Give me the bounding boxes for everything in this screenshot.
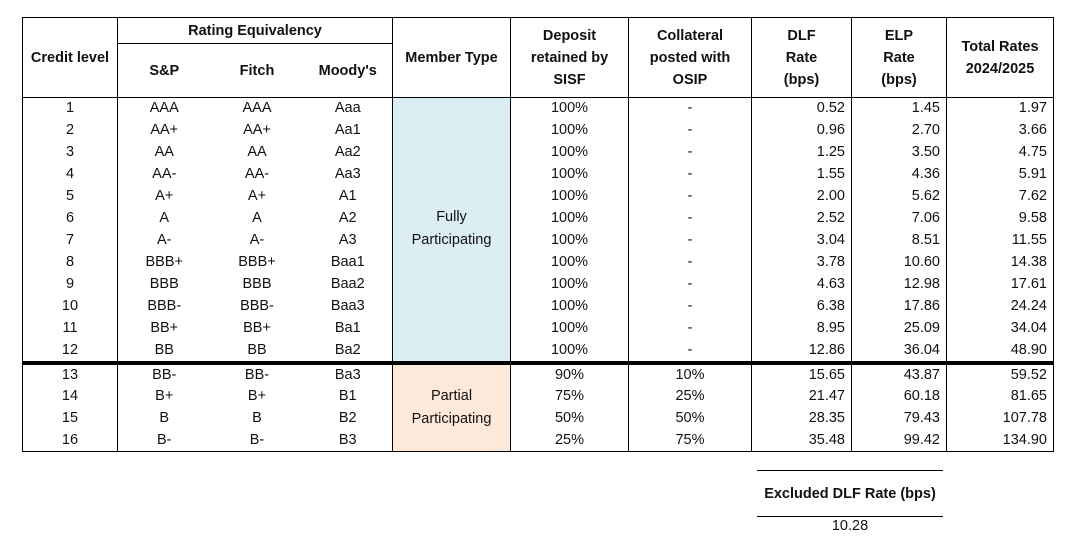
cell-total: 24.24 <box>947 296 1054 318</box>
cell-collateral: 75% <box>629 430 752 452</box>
cell-moodys: Aa2 <box>334 144 361 160</box>
table-row <box>23 363 1054 386</box>
cell-dlf: 12.86 <box>752 340 852 363</box>
cell-dlf: 2.52 <box>752 208 852 230</box>
cell-credit-level: 9 <box>23 274 118 296</box>
cell-total: 3.66 <box>947 120 1054 142</box>
cell-collateral: - <box>629 98 752 120</box>
cell-collateral: - <box>629 142 752 164</box>
cell-moodys: A1 <box>338 188 357 204</box>
cell-fitch: B <box>252 410 262 426</box>
member-type-fully-label: Fully Participating <box>411 209 492 249</box>
cell-collateral: - <box>629 274 752 296</box>
cell-credit-level: 1 <box>23 98 118 120</box>
cell-fitch: AAA <box>242 100 272 117</box>
cell-sp: AA <box>154 144 174 160</box>
header-elp-rate: ELP Rate (bps) <box>852 18 947 98</box>
cell-fitch: AA <box>247 144 267 160</box>
table-row <box>23 274 1054 296</box>
cell-credit-level: 7 <box>23 230 118 252</box>
cell-sp: A- <box>157 232 172 248</box>
cell-elp: 5.62 <box>852 186 947 208</box>
cell-credit-level: 10 <box>23 296 118 318</box>
cell-fitch: BBB+ <box>238 254 276 270</box>
cell-deposit: 75% <box>511 386 629 408</box>
cell-total: 17.61 <box>947 274 1054 296</box>
table-body <box>23 98 1054 452</box>
cell-elp: 25.09 <box>852 318 947 340</box>
cell-dlf: 1.25 <box>752 142 852 164</box>
cell-dlf: 6.38 <box>752 296 852 318</box>
cell-fitch: BBB- <box>240 298 274 314</box>
table-row <box>23 430 1054 452</box>
cell-sp: BB- <box>118 363 211 386</box>
cell-credit-level: 15 <box>23 408 118 430</box>
header-total-rates: Total Rates 2024/2025 <box>947 18 1054 98</box>
cell-collateral: - <box>629 186 752 208</box>
cell-moodys: Ba3 <box>304 363 393 386</box>
cell-credit-level: 8 <box>23 252 118 274</box>
cell-total: 7.62 <box>947 186 1054 208</box>
header-member-type: Member Type <box>393 18 511 98</box>
table-row <box>23 186 1054 208</box>
cell-collateral: - <box>629 296 752 318</box>
cell-collateral: 25% <box>629 386 752 408</box>
member-type-fully <box>393 98 511 363</box>
cell-sp: A+ <box>155 188 174 204</box>
cell-dlf: 21.47 <box>752 386 852 408</box>
table-row <box>23 142 1054 164</box>
header-deposit: Deposit retained by SISF <box>511 18 629 98</box>
header-sp: S&P <box>118 44 211 98</box>
cell-credit-level: 3 <box>23 142 118 164</box>
cell-sp: B- <box>157 431 172 448</box>
cell-total: 134.90 <box>947 430 1054 452</box>
cell-dlf: 4.63 <box>752 274 852 296</box>
cell-fitch: BB <box>247 341 267 358</box>
cell-deposit: 100% <box>511 230 629 252</box>
cell-moodys: Baa2 <box>330 276 365 292</box>
cell-collateral: - <box>629 164 752 186</box>
cell-credit-level: 4 <box>23 164 118 186</box>
cell-dlf: 28.35 <box>752 408 852 430</box>
cell-moodys: A2 <box>338 210 357 226</box>
table-row <box>23 408 1054 430</box>
cell-deposit: 25% <box>511 430 629 452</box>
header-collateral: Collateral posted with OSIP <box>629 18 752 98</box>
cell-deposit: 100% <box>511 120 629 142</box>
cell-collateral: 10% <box>629 363 752 386</box>
excluded-dlf-value: 10.28 <box>831 518 869 534</box>
cell-credit-level: 13 <box>23 363 118 386</box>
cell-elp: 36.04 <box>852 340 947 363</box>
cell-deposit: 90% <box>511 363 629 386</box>
cell-elp: 99.42 <box>852 430 947 452</box>
header-fitch: Fitch <box>211 44 304 98</box>
cell-dlf: 8.95 <box>752 318 852 340</box>
cell-dlf: 1.55 <box>752 164 852 186</box>
cell-elp: 10.60 <box>852 252 947 274</box>
cell-dlf: 0.52 <box>752 98 852 120</box>
member-type-partial <box>393 363 511 452</box>
cell-moodys: Aa3 <box>334 166 361 182</box>
cell-fitch: BB- <box>211 363 304 386</box>
cell-deposit: 100% <box>511 340 629 363</box>
cell-collateral: 50% <box>629 408 752 430</box>
table-row <box>23 98 1054 120</box>
cell-elp: 17.86 <box>852 296 947 318</box>
cell-deposit: 100% <box>511 318 629 340</box>
cell-fitch: A+ <box>247 188 267 204</box>
cell-dlf: 0.96 <box>752 120 852 142</box>
cell-deposit: 100% <box>511 296 629 318</box>
cell-elp: 2.70 <box>852 120 947 142</box>
table-row <box>23 318 1054 340</box>
header-rating-equivalency: Rating Equivalency <box>118 18 393 44</box>
cell-moodys: B1 <box>338 388 357 404</box>
cell-collateral: - <box>629 120 752 142</box>
cell-dlf: 2.00 <box>752 186 852 208</box>
cell-elp: 43.87 <box>852 363 947 386</box>
cell-elp: 3.50 <box>852 142 947 164</box>
cell-total: 81.65 <box>947 386 1054 408</box>
cell-elp: 79.43 <box>852 408 947 430</box>
cell-deposit: 50% <box>511 408 629 430</box>
cell-total: 5.91 <box>947 164 1054 186</box>
cell-credit-level: 6 <box>23 208 118 230</box>
table-row <box>23 164 1054 186</box>
cell-sp: B <box>159 410 170 426</box>
cell-moodys: Baa1 <box>330 254 365 270</box>
cell-fitch: A <box>252 210 262 226</box>
cell-moodys: Aaa <box>334 100 361 117</box>
cell-sp: BB+ <box>150 320 179 336</box>
table-row <box>23 340 1054 363</box>
cell-sp: AA+ <box>150 122 179 138</box>
cell-fitch: AA- <box>244 166 270 182</box>
cell-dlf: 35.48 <box>752 430 852 452</box>
cell-credit-level: 2 <box>23 120 118 142</box>
cell-fitch: B- <box>249 431 265 448</box>
cell-moodys: Aa1 <box>334 122 361 138</box>
cell-elp: 7.06 <box>852 208 947 230</box>
cell-sp: BBB <box>149 276 179 292</box>
cell-collateral: - <box>629 252 752 274</box>
cell-total: 9.58 <box>947 208 1054 230</box>
cell-total: 59.52 <box>947 363 1054 386</box>
cell-moodys: Ba1 <box>334 320 361 336</box>
cell-total: 1.97 <box>947 98 1054 120</box>
excluded-dlf-label: Excluded DLF Rate (bps) <box>764 486 936 502</box>
cell-credit-level: 14 <box>23 386 118 408</box>
cell-fitch: B+ <box>247 388 267 404</box>
cell-total: 48.90 <box>947 340 1054 363</box>
cell-total: 34.04 <box>947 318 1054 340</box>
cell-fitch: BB+ <box>243 320 271 336</box>
header-credit-level: Credit level <box>23 18 118 98</box>
cell-sp: BBB- <box>147 298 182 314</box>
cell-moodys: A3 <box>338 232 357 248</box>
cell-deposit: 100% <box>511 252 629 274</box>
cell-total: 4.75 <box>947 142 1054 164</box>
cell-elp: 1.45 <box>852 98 947 120</box>
cell-deposit: 100% <box>511 186 629 208</box>
cell-fitch: BBB <box>242 276 272 292</box>
cell-collateral: - <box>629 208 752 230</box>
cell-moodys: B2 <box>338 410 357 426</box>
cell-collateral: - <box>629 340 752 363</box>
cell-credit-level: 12 <box>23 340 118 363</box>
table-row <box>23 230 1054 252</box>
cell-dlf: 15.65 <box>752 363 852 386</box>
cell-sp: B+ <box>155 388 174 404</box>
cell-deposit: 100% <box>511 208 629 230</box>
cell-total: 14.38 <box>947 252 1054 274</box>
header-moodys: Moody's <box>304 44 393 98</box>
cell-credit-level: 11 <box>23 318 118 340</box>
cell-elp: 8.51 <box>852 230 947 252</box>
cell-dlf: 3.04 <box>752 230 852 252</box>
cell-moodys: Ba2 <box>334 341 361 358</box>
cell-total: 11.55 <box>947 230 1054 252</box>
rating-table <box>22 17 1054 452</box>
cell-moodys: Baa3 <box>330 298 365 314</box>
cell-fitch: AA+ <box>243 122 271 138</box>
header-dlf-rate: DLF Rate (bps) <box>752 18 852 98</box>
cell-sp: A <box>159 210 170 226</box>
cell-elp: 12.98 <box>852 274 947 296</box>
cell-elp: 60.18 <box>852 386 947 408</box>
cell-sp: AA- <box>152 166 177 182</box>
cell-sp: AAA <box>149 100 179 117</box>
table-row <box>23 120 1054 142</box>
cell-credit-level: 5 <box>23 186 118 208</box>
table-row <box>23 208 1054 230</box>
member-type-partial-label: Partial Participating <box>411 387 492 427</box>
cell-collateral: - <box>629 318 752 340</box>
table-row <box>23 252 1054 274</box>
table-row <box>23 386 1054 408</box>
cell-elp: 4.36 <box>852 164 947 186</box>
cell-deposit: 100% <box>511 98 629 120</box>
cell-sp: BBB+ <box>145 254 183 270</box>
cell-total: 107.78 <box>947 408 1054 430</box>
cell-moodys: B3 <box>338 431 357 448</box>
cell-collateral: - <box>629 230 752 252</box>
cell-dlf: 3.78 <box>752 252 852 274</box>
cell-deposit: 100% <box>511 142 629 164</box>
cell-deposit: 100% <box>511 164 629 186</box>
table-row <box>23 296 1054 318</box>
cell-sp: BB <box>154 341 174 358</box>
excluded-dlf-box <box>757 470 943 534</box>
cell-credit-level: 16 <box>23 430 118 452</box>
cell-deposit: 100% <box>511 274 629 296</box>
cell-fitch: A- <box>249 232 265 248</box>
